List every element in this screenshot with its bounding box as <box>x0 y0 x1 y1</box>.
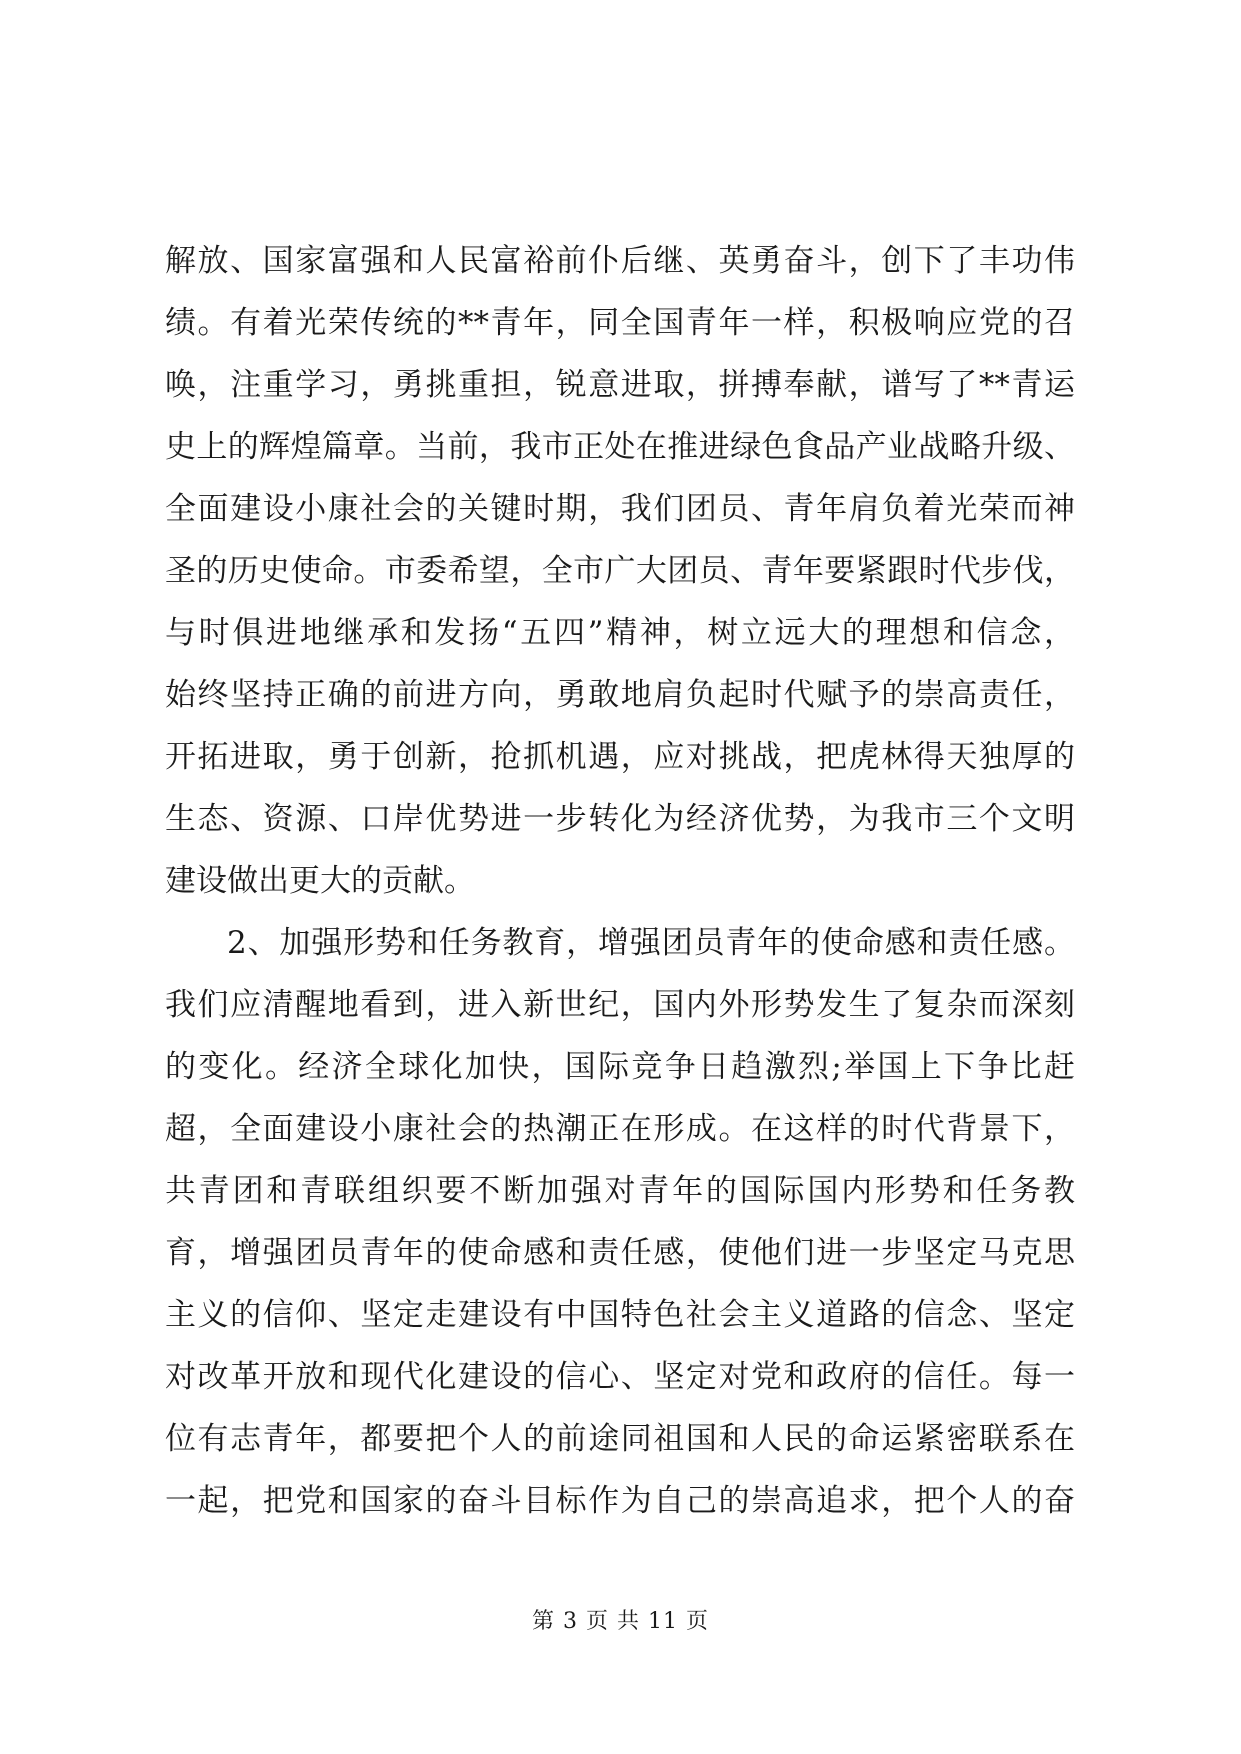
paragraph-1-line-4: 史上的辉煌篇章。当前，我市正处在推进绿色食品产业战略升级、 <box>165 429 1075 465</box>
paragraph-1-line-5: 全面建设小康社会的关键时期，我们团员、青年肩负着光荣而神 <box>165 491 1075 527</box>
paragraph-1-line-11: 建设做出更大的贡献。 <box>165 863 475 899</box>
paragraph-1-line-8: 始终坚持正确的前进方向，勇敢地肩负起时代赋予的崇高责任， <box>165 677 1075 713</box>
body-text <box>165 230 1075 1532</box>
paragraph-1-line-6: 圣的历史使命。市委希望，全市广大团员、青年要紧跟时代步伐， <box>165 553 1075 589</box>
paragraph-2-line-5: 共青团和青联组织要不断加强对青年的国际国内形势和任务教 <box>165 1173 1075 1209</box>
paragraph-2-line-6: 育，增强团员青年的使命感和责任感，使他们进一步坚定马克思 <box>165 1235 1075 1271</box>
paragraph-2-line-9: 位有志青年，都要把个人的前途同祖国和人民的命运紧密联系在 <box>165 1421 1075 1457</box>
paragraph-1-line-2: 绩。有着光荣传统的**青年，同全国青年一样，积极响应党的召 <box>165 305 1075 341</box>
paragraph-2-line-10: 一起，把党和国家的奋斗目标作为自己的崇高追求，把个人的奋 <box>165 1483 1075 1519</box>
paragraph-2-line-2: 我们应清醒地看到，进入新世纪，国内外形势发生了复杂而深刻 <box>165 987 1075 1023</box>
paragraph-2-line-7: 主义的信仰、坚定走建设有中国特色社会主义道路的信念、坚定 <box>165 1297 1075 1333</box>
paragraph-1-line-1: 解放、国家富强和人民富裕前仆后继、英勇奋斗，创下了丰功伟 <box>165 243 1075 279</box>
paragraph-1-line-10: 生态、资源、口岸优势进一步转化为经济优势，为我市三个文明 <box>165 801 1075 837</box>
page-number-footer: 第 3 页 共 11 页 <box>532 1609 709 1634</box>
paragraph-2-line-1: 2、加强形势和任务教育，增强团员青年的使命感和责任感。 <box>227 925 1075 961</box>
paragraph-1-line-9: 开拓进取，勇于创新，抢抓机遇，应对挑战，把虎林得天独厚的 <box>165 739 1075 775</box>
paragraph-1-line-3: 唤，注重学习，勇挑重担，锐意进取，拼搏奉献，谱写了**青运 <box>165 367 1075 403</box>
paragraph-2-line-8: 对改革开放和现代化建设的信心、坚定对党和政府的信任。每一 <box>165 1359 1075 1395</box>
paragraph-2-line-3: 的变化。经济全球化加快，国际竞争日趋激烈;举国上下争比赶 <box>165 1049 1075 1085</box>
paragraph-1-line-7: 与时俱进地继承和发扬“五四”精神，树立远大的理想和信念， <box>165 615 1075 651</box>
paragraph-2-line-4: 超，全面建设小康社会的热潮正在形成。在这样的时代背景下， <box>165 1111 1075 1147</box>
